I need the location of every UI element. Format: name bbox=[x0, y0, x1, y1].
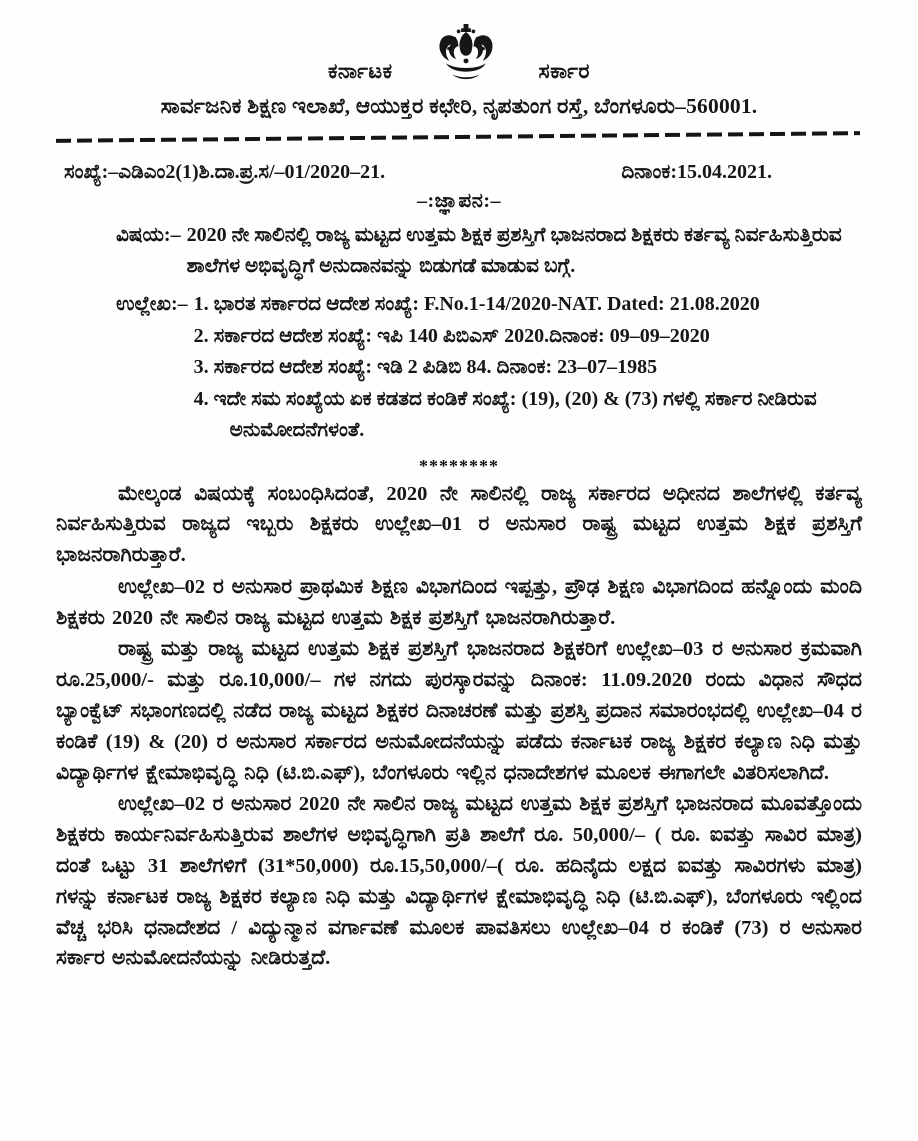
subject-label: ವಿಷಯ:– bbox=[116, 224, 181, 246]
number-date-row bbox=[56, 161, 862, 184]
reference-item-3: 3. ಸರ್ಕಾರದ ಆದೇಶ ಸಂಖ್ಯೆ: ಇಡಿ 2 ಪಿಡಿಬಿ 84. ದಿನಾಂಕ: 23–07–1985 bbox=[193, 356, 658, 378]
body-paragraph-2: ಉಲ್ಲೇಖ–02 ರ ಅನುಸಾರ ಪ್ರಾಥಮಿಕ ಶಿಕ್ಷಣ ವಿಭಾಗದಿಂದ ಇಪ್ಪತ್ತು, ಪ್ರೌಢ ಶಿಕ್ಷಣ ವಿಭಾಗದಿಂದ ಹನ್ನೊಂದು ಮಂದಿ ಶಿಕ್ಷಕರು 2020 ನೇ ಸಾಲಿನ ರಾಜ್ಯ ಮಟ್ಟದ ಉತ್ತಮ ಶಿಕ್ಷಕ ಪ್ರಶಸ್ತಿಗೆ ಭಾಜನರಾಗಿರುತ್ತಾರೆ. bbox=[56, 575, 862, 629]
body-paragraph-4: ಉಲ್ಲೇಖ–02 ರ ಅನುಸಾರ 2020 ನೇ ಸಾಲಿನ ರಾಜ್ಯ ಮಟ್ಟದ ಉತ್ತಮ ಶಿಕ್ಷಕ ಪ್ರಶಸ್ತಿಗೆ ಭಾಜನರಾದ ಮೂವತ್ತೊಂದು ಶಿಕ್ಷಕರು ಕಾರ್ಯನಿರ್ವಹಿಸುತ್ತಿರುವ ಶಾಲೆಗಳ ಅಭಿವೃದ್ಧಿಗಾಗಿ ಪ್ರತಿ ಶಾಲೆಗೆ ರೂ. 50,000/– ( ರೂ. ಐವತ್ತು ಸಾವಿರ ಮಾತ್ರ) ದಂತೆ ಒಟ್ಟು 31 ಶಾಲೆಗಳಿಗೆ (31*50,000) ರೂ.15,50,000/–( ರೂ. ಹದಿನೈದು ಲಕ್ಷದ ಐವತ್ತು ಸಾವಿರಗಳು ಮಾತ್ರ) ಗಳನ್ನು ಕರ್ನಾಟಕ ರಾಜ್ಯ ಶಿಕ್ಷಕರ ಕಲ್ಯಾಣ ನಿಧಿ ಮತ್ತು ವಿದ್ಯಾರ್ಥಿಗಳ ಕ್ಷೇಮಾಭಿವೃದ್ಧಿ ನಿಧಿ (ಟಿ.ಬಿ.ಎಫ್), ಬೆಂಗಳೂರು ಇಲ್ಲಿಂದ ವೆಚ್ಚ ಭರಿಸಿ ಧನಾದೇಶದ / ವಿದ್ಯುನ್ಮಾನ ವರ್ಗಾವಣೆ ಮೂಲಕ ಪಾವತಿಸಲು ಉಲ್ಲೇಖ–04 ರ ಕಂಡಿಕೆ (73) ರ ಅನುಸಾರ ಸರ್ಕಾರ ಅನುಮೋದನೆಯನ್ನು ನೀಡಿರುತ್ತದೆ. bbox=[56, 793, 862, 970]
body-paragraph-3: ರಾಷ್ಟ್ರ ಮತ್ತು ರಾಜ್ಯ ಮಟ್ಟದ ಉತ್ತಮ ಶಿಕ್ಷಕ ಪ್ರಶಸ್ತಿಗೆ ಭಾಜನರಾದ ಶಿಕ್ಷಕರಿಗೆ ಉಲ್ಲೇಖ–03 ರ ಅನುಸಾರ ಕ್ರಮವಾಗಿ ರೂ.25,000/- ಮತ್ತು ರೂ.10,000/– ಗಳ ನಗದು ಪುರಸ್ಕಾರವನ್ನು ದಿನಾಂಕ: 11.09.2020 ರಂದು ವಿಧಾನ ಸೌಧದ ಬ್ಯಾಂಕ್ವೆಟ್ ಸಭಾಂಗಣದಲ್ಲಿ ನಡೆದ ರಾಜ್ಯ ಮಟ್ಟದ ಶಿಕ್ಷಕರ ದಿನಾಚರಣೆ ಮತ್ತು ಪ್ರಶಸ್ತಿ ಪ್ರದಾನ ಸಮಾರಂಭದಲ್ಲಿ ಉಲ್ಲೇಖ–04 ರ ಕಂಡಿಕೆ (19) & (20) ರ ಅನುಸಾರ ಸರ್ಕಾರದ ಅನುಮೋದನೆಯನ್ನು ಪಡೆದು ಕರ್ನಾಟಕ ರಾಜ್ಯ ಶಿಕ್ಷಕರ ಕಲ್ಯಾಣ ನಿಧಿ ಮತ್ತು ವಿದ್ಯಾರ್ಥಿಗಳ ಕ್ಷೇಮಾಭಿವೃದ್ಧಿ ನಿಧಿ (ಟಿ.ಬಿ.ಎಫ್), ಬೆಂಗಳೂರು ಇಲ್ಲಿನ ಧನಾದೇಶಗಳ ಮೂಲಕ ಈಗಾಗಲೇ ವಿತರಿಸಲಾಗಿದೆ. bbox=[56, 638, 862, 784]
document-number: ಸಂಖ್ಯೆ:–ಎಡಿಎಂ2(1)ಶಿ.ದಾ.ಪ್ರ.ಸ/–01/2020–21. bbox=[64, 161, 386, 183]
memo-body bbox=[56, 479, 862, 975]
department-address-line: ಸಾರ್ವಜನಿಕ ಶಿಕ್ಷಣ ಇಲಾಖೆ, ಆಯುಕ್ತರ ಕಛೇರಿ, ನೃಪತುಂಗ ರಸ್ತೆ, ಬೆಂಗಳೂರು–560001. bbox=[160, 94, 758, 118]
dashed-divider bbox=[56, 131, 860, 143]
asterisk-separator: ******** bbox=[419, 455, 499, 476]
reference-item-2: 2. ಸರ್ಕಾರದ ಆದೇಶ ಸಂಖ್ಯೆ: ಇಪಿ 140 ಪಿಬಿಎಸ್ 2020.ದಿನಾಂಕ: 09–09–2020 bbox=[193, 324, 710, 347]
masthead bbox=[56, 22, 862, 88]
karnataka-emblem-icon bbox=[435, 24, 497, 88]
references-block bbox=[56, 289, 862, 447]
govt-title-left: ಕರ್ನಾಟಕ bbox=[327, 59, 393, 83]
govt-title-right: ಸರ್ಕಾರ bbox=[538, 59, 591, 83]
body-paragraph-1: ಮೇಲ್ಕಂಡ ವಿಷಯಕ್ಕೆ ಸಂಬಂಧಿಸಿದಂತೆ, 2020 ನೇ ಸಾಲಿನಲ್ಲಿ ರಾಜ್ಯ ಸರ್ಕಾರದ ಅಧೀನದ ಶಾಲೆಗಳಲ್ಲಿ ಕರ್ತವ್ಯ ನಿರ್ವಹಿಸುತ್ತಿರುವ ರಾಜ್ಯದ ಇಬ್ಬರು ಶಿಕ್ಷಕರು ಉಲ್ಲೇಖ–01 ರ ಅನುಸಾರ ರಾಷ್ಟ್ರ ಮಟ್ಟದ ಉತ್ತಮ ಶಿಕ್ಷಕ ಪ್ರಶಸ್ತಿಗೆ ಭಾಜನರಾಗಿರುತ್ತಾರೆ. bbox=[56, 482, 862, 567]
reference-list bbox=[194, 289, 862, 447]
reference-item-4: 4. ಇದೇ ಸಮ ಸಂಖ್ಯೆಯ ಏಕ ಕಡತದ ಕಂಡಿಕೆ ಸಂಖ್ಯೆ: (19), (20) & (73) ಗಳಲ್ಲಿ ಸರ್ಕಾರ ನೀಡಿರುವ ಅನುಮೋದನೆಗಳಂತೆ. bbox=[193, 387, 817, 441]
memo-heading: –:ಜ್ಞಾಪನ:– bbox=[416, 190, 502, 212]
document-date: ದಿನಾಂಕ:15.04.2021. bbox=[621, 161, 772, 183]
references-label: ಉಲ್ಲೇಖ:– bbox=[116, 293, 188, 315]
subject-block bbox=[56, 220, 862, 282]
reference-item-1: 1. ಭಾರತ ಸರ್ಕಾರದ ಆದೇಶ ಸಂಖ್ಯೆ: F.No.1-14/2020-NAT. Dated: 21.08.2020 bbox=[193, 293, 760, 315]
subject-text: 2020 ನೇ ಸಾಲಿನಲ್ಲಿ ರಾಜ್ಯ ಮಟ್ಟದ ಉತ್ತಮ ಶಿಕ್ಷಕ ಪ್ರಶಸ್ತಿಗೆ ಭಾಜನರಾದ ಶಿಕ್ಷಕರು ಕರ್ತವ್ಯ ನಿರ್ವಹಿಸುತ್ತಿರುವ ಶಾಲೆಗಳ ಅಭಿವೃದ್ಧಿಗೆ ಅನುದಾನವನ್ನು ಬಿಡುಗಡೆ ಮಾಡುವ ಬಗ್ಗೆ. bbox=[186, 224, 842, 277]
